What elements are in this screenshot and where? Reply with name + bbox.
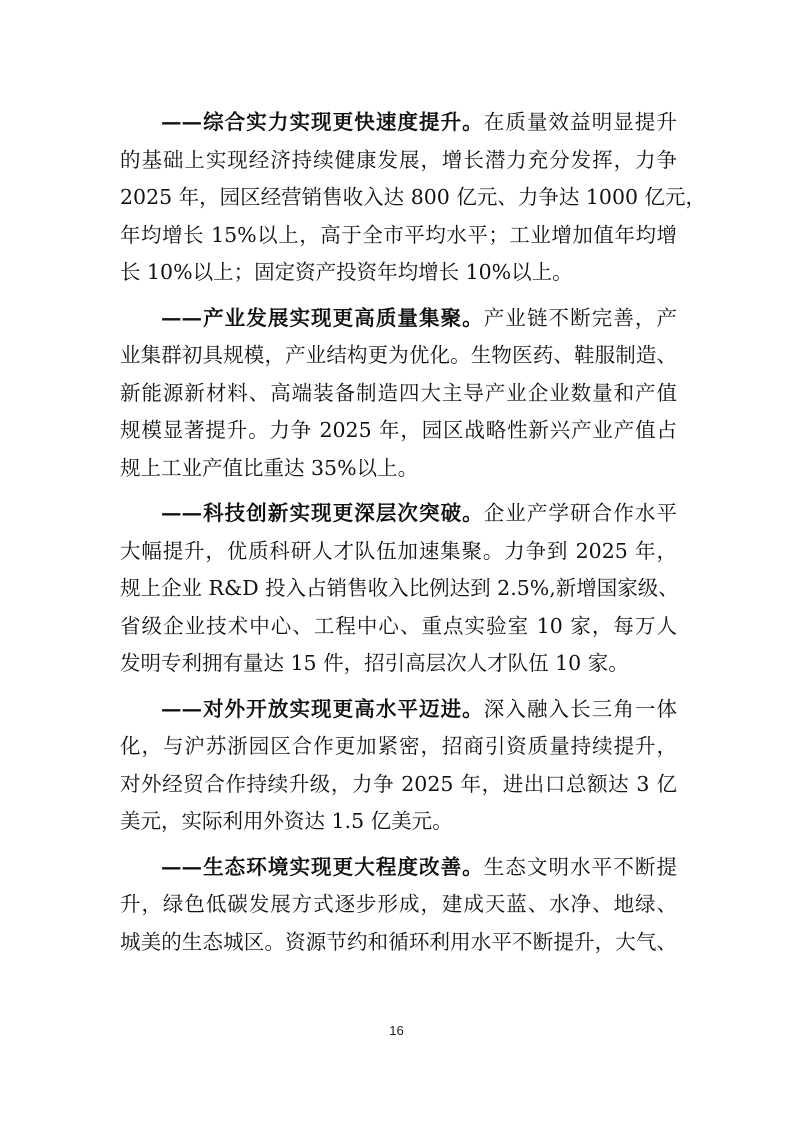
- text-line: 规上企业 R&D 投入占销售收入比例达到 2.5%,新增国家级、: [120, 576, 679, 600]
- text-line: 省级企业技术中心、工程中心、重点实验室 10 家，每万人: [120, 613, 677, 638]
- text-line: 美元，实际利用外资达 1.5 亿美元。: [120, 809, 453, 833]
- text-line: ——生态环境实现更大程度改善。生态文明水平不断提: [161, 854, 678, 879]
- paragraph-heading: ——综合实力实现更快速度提升。: [161, 110, 484, 134]
- text-line: 升，绿色低碳发展方式逐步形成，建成天蓝、水净、地绿、: [120, 892, 677, 916]
- paragraph-ecological-environment: [120, 849, 677, 962]
- text-line: 城美的生态城区。资源节约和循环利用水平不断提升，大气、: [120, 929, 677, 954]
- paragraph-industry-development: [120, 300, 677, 488]
- paragraph-opening-up: [120, 691, 677, 841]
- paragraph-heading: ——生态环境实现更大程度改善。: [161, 854, 484, 879]
- text-line: 2025 年，园区经营销售收入达 800 亿元、力争达 1000 亿元，: [120, 185, 707, 209]
- text-line: ——产业发展实现更高质量集聚。产业链不断完善，产: [161, 305, 678, 330]
- text-line: 业集群初具规模，产业结构更为优化。生物医药、鞋服制造、: [120, 343, 677, 367]
- text-line: 年均增长 15%以上，高于全市平均水平；工业增加值年均增: [120, 222, 677, 247]
- paragraph-heading: ——对外开放实现更高水平迈进。: [161, 696, 484, 721]
- text-line: 新能源新材料、高端装备制造四大主导产业企业数量和产值: [120, 380, 677, 405]
- paragraph-comprehensive-strength: [120, 104, 707, 292]
- text-line: 化，与沪苏浙园区合作更加紧密，招商引资质量持续提升，: [120, 734, 677, 758]
- page-number: 16: [389, 1023, 404, 1038]
- paragraph-heading: ——科技创新实现更深层次突破。: [161, 501, 484, 525]
- text-line: 对外经贸合作持续升级，力争 2025 年，进出口总额达 3 亿: [120, 771, 677, 796]
- text-line: ——科技创新实现更深层次突破。企业产学研合作水平: [161, 501, 678, 525]
- text-line: 长 10%以上；固定资产投资年均增长 10%以上。: [120, 260, 573, 284]
- paragraph-tech-innovation: [120, 495, 677, 683]
- text-line: 规上工业产值比重达 35%以上。: [120, 455, 419, 480]
- text-line: 大幅提升，优质科研人才队伍加速集聚。力争到 2025 年，: [120, 538, 677, 563]
- text-line: 发明专利拥有量达 15 件，招引高层次人才队伍 10 家。: [120, 651, 629, 675]
- text-line: 规模显著提升。力争 2025 年，园区战略性新兴产业产值占: [120, 418, 677, 442]
- document-body: [120, 104, 707, 969]
- text-line: ——对外开放实现更高水平迈进。深入融入长三角一体: [161, 696, 678, 721]
- paragraph-heading: ——产业发展实现更高质量集聚。: [161, 305, 484, 330]
- text-line: 的基础上实现经济持续健康发展，增长潜力充分发挥，力争: [120, 147, 677, 172]
- text-line: ——综合实力实现更快速度提升。在质量效益明显提升: [161, 110, 678, 134]
